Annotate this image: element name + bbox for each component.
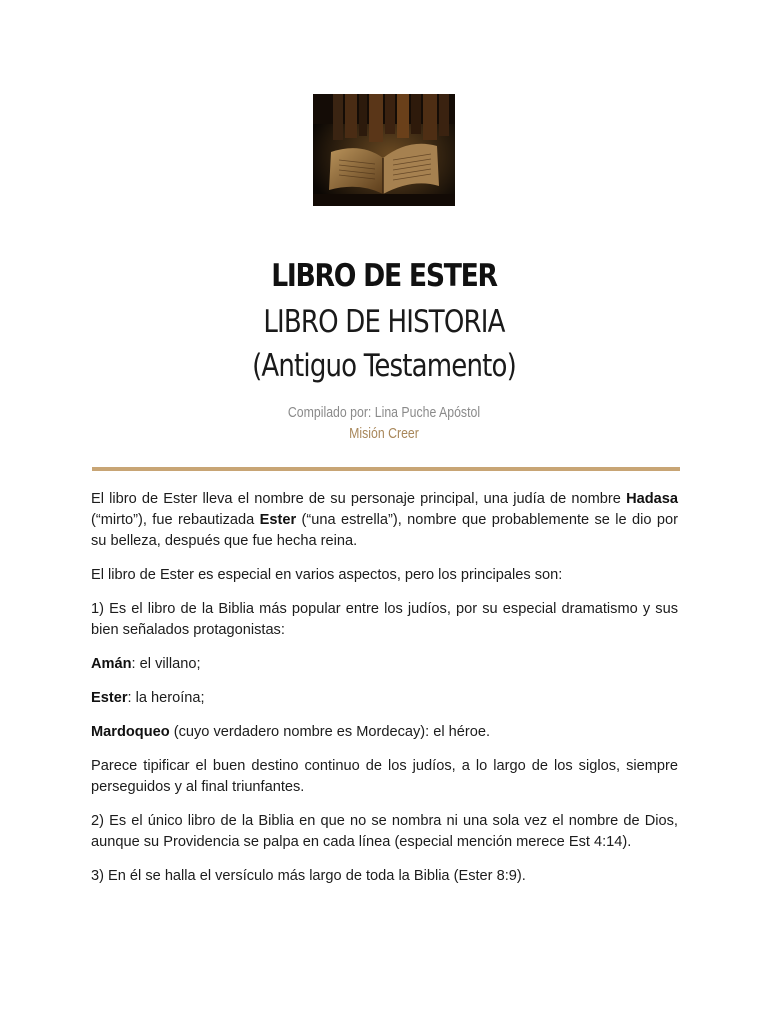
paragraph-destiny: Parece tipificar el buen destino continuo de los judíos, a lo largo de los siglos, siempre perseguidos y al final triunfantes. — [91, 758, 678, 795]
character-aman — [91, 654, 678, 675]
paragraph-point-2: 2) Es el único libro de la Biblia en que no se nombra ni una sola vez el nombre de Dios, aunque su Providencia se palpa en cada línea (especial mención merece Est 4:14). — [91, 813, 678, 850]
text-span: (“una estrella”), nombre que probablemente se le dio por su belleza, después que fue hecha reina. — [91, 512, 678, 549]
name-ester: Ester — [259, 512, 297, 528]
divider-rule — [92, 467, 680, 471]
document-subtitle: LIBRO DE HISTORIA — [263, 304, 505, 340]
name-hadasa: Hadasa — [626, 491, 678, 507]
name-mardoqueo: Mardoqueo — [91, 724, 170, 740]
paragraph-point-3: 3) En él se halla el versículo más largo de toda la Biblia (Ester 8:9). — [91, 868, 526, 884]
paragraph-point-1: 1) Es el libro de la Biblia más popular entre los judíos, por su especial dramatismo y sus bien señalados protagonistas: — [91, 601, 678, 638]
text-span: (“mirto”), fue rebautizada — [91, 512, 260, 528]
text-span: El libro de Ester lleva el nombre de su personaje principal, una judía de nombre — [91, 491, 627, 507]
character-mardoqueo — [91, 722, 678, 743]
document-title: LIBRO DE ESTER — [271, 258, 497, 294]
name-aman: Amán — [91, 656, 132, 672]
text-span: : el villano; — [131, 656, 201, 672]
text-span: (cuyo verdadero nombre es Mordecay): el héroe. — [169, 724, 491, 740]
name-ester-heroine: Ester — [91, 690, 128, 706]
paragraph-intro — [91, 489, 678, 552]
cover-image — [313, 94, 455, 206]
document-subtitle-testament: (Antiguo Testamento) — [252, 348, 516, 384]
compiled-by: Compilado por: Lina Puche Apóstol — [287, 404, 481, 421]
old-books-illustration — [313, 94, 455, 206]
text-span: : la heroína; — [127, 690, 205, 706]
mission-name: Misión Creer — [349, 425, 419, 442]
character-ester — [91, 688, 678, 709]
paragraph-aspects: El libro de Ester es especial en varios aspectos, pero los principales son: — [91, 567, 563, 583]
body-text — [91, 489, 678, 900]
